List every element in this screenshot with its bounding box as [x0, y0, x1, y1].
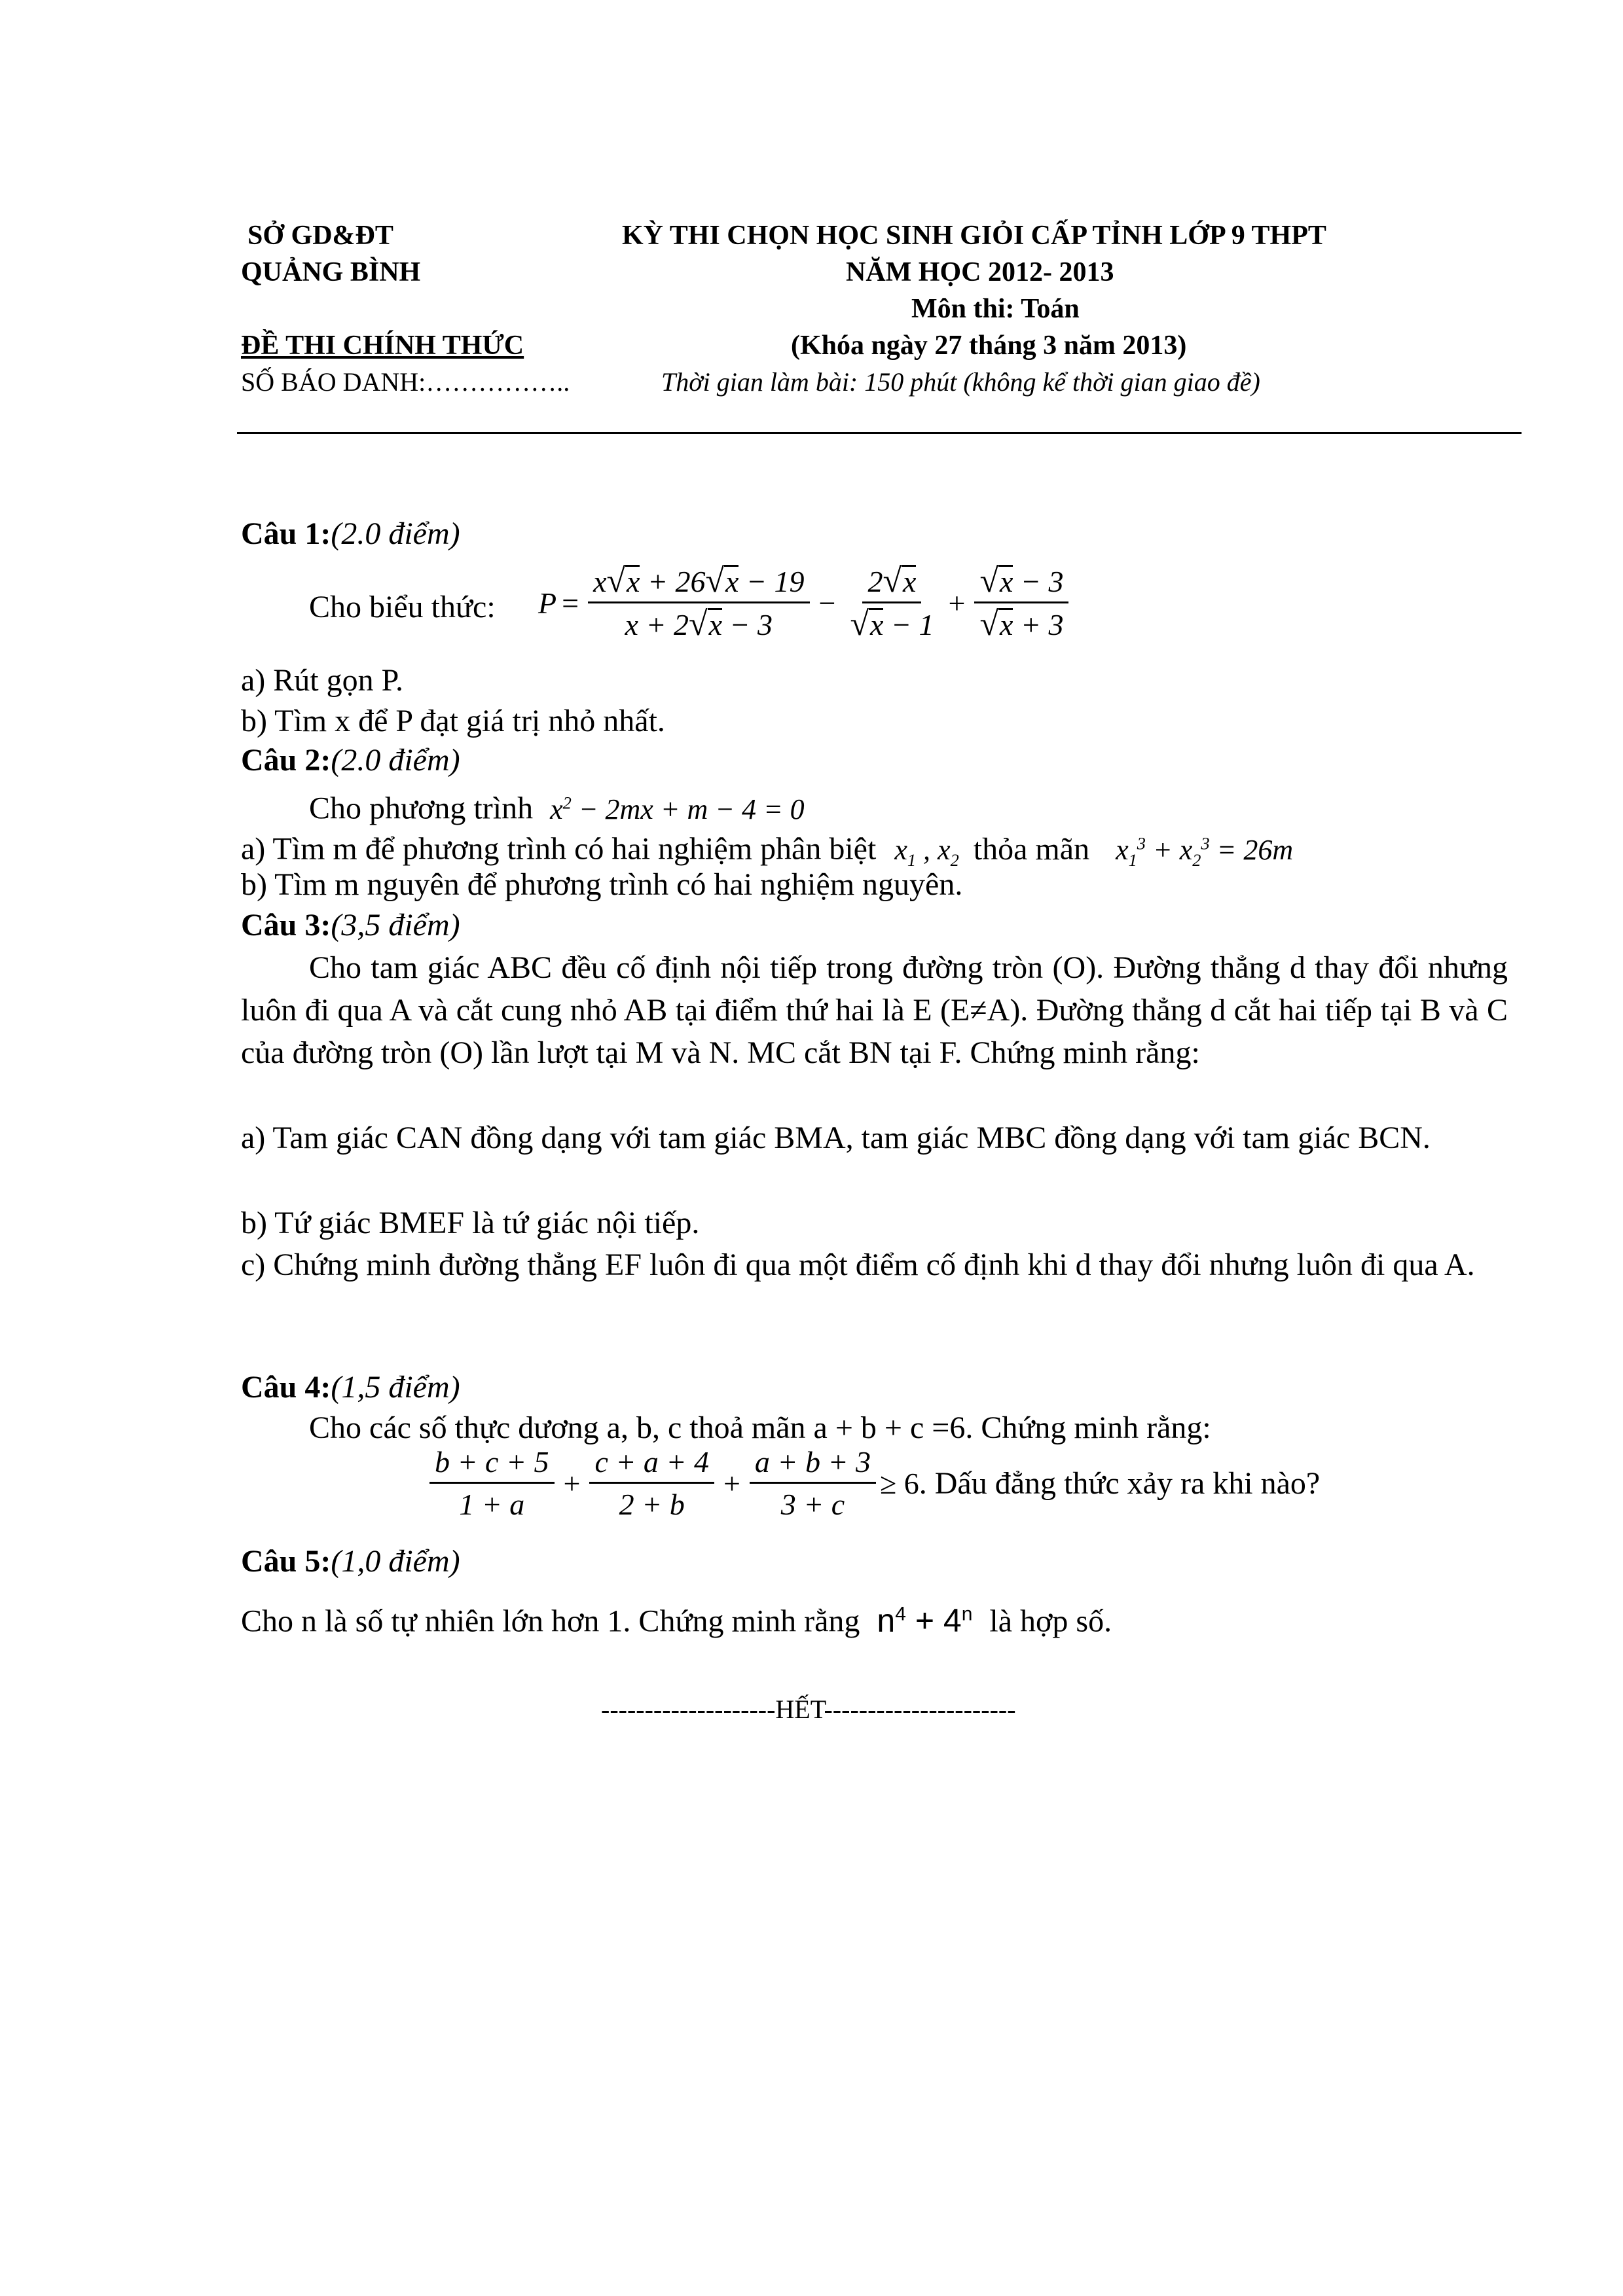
fraction-3: $\frac{√x - 3}{√x + 3}$ — [974, 564, 1068, 642]
question-2-intro: Cho phương trình — [309, 791, 534, 826]
exam-date: (Khóa ngày 27 tháng 3 năm 2013) — [791, 331, 1187, 361]
question-3-body — [241, 946, 1508, 1074]
question-5-title: Câu 5: — [241, 1544, 331, 1579]
question-2a: a) Tìm m để phương trình có hai nghiệm phân biệt — [241, 831, 877, 867]
exam-title: KỲ THI CHỌN HỌC SINH GIỎI CẤP TỈNH LỚP 9 THPT — [622, 221, 1326, 251]
fraction-b: $\frac{c + a + 4}{2 + b}$ — [589, 1445, 714, 1522]
candidate-number-field: SỐ BÁO DANH:…………….. — [241, 367, 570, 397]
question-3-points: (3,5 điểm) — [331, 908, 460, 942]
fraction-2: $\frac{2√x}{√x - 1}$ — [850, 562, 934, 643]
question-2-intro-line — [309, 783, 805, 829]
question-3-text: Cho tam giác ABC đều cố định nội tiếp trong đường tròn (O). Đường thẳng d thay đổi nhưng luôn đi qua A và cắt cung nhỏ AB tại điểm thứ hai là E (E≠A). Đường thẳng d cắt hai tiếp tại B và C của đường tròn (O) lần lượt tại M và N. MC cắt BN tại F. Chứng minh rằng: — [241, 950, 1508, 1070]
fraction-a: $\frac{b + c + 5}{1 + a}$ — [429, 1445, 555, 1522]
question-1-title: Câu 1: — [241, 516, 331, 551]
province-name: QUẢNG BÌNH — [241, 257, 421, 287]
question-5-conclusion: là hợp số. — [989, 1604, 1112, 1639]
equation-quadratic: $x^2 - 2mx + m - 4 = 0$ — [550, 793, 805, 825]
fraction-c: $\frac{a + b + 3}{3 + c}$ — [750, 1445, 876, 1522]
end-marker: --------------------HẾT---------------------- — [601, 1695, 1016, 1724]
official-exam-label: ĐỀ THI CHÍNH THỨC — [241, 331, 524, 361]
inequality: $\frac{b + c + 5}{1 + a}$ + $\frac{c + a + 4}{2 + b}$ + $\frac{a + b + 3}{3 + c}$ ≥ 6 . Dấu đẳng thức xảy ra khi nào? — [426, 1445, 1320, 1522]
question-4-tail: . Dấu đẳng thức xảy ra khi nào? — [919, 1466, 1321, 1501]
header-divider — [237, 432, 1522, 434]
question-2-points: (2.0 điểm) — [331, 743, 460, 778]
question-1-intro: Cho biểu thức: — [309, 590, 496, 624]
question-2-heading — [241, 741, 460, 780]
question-2b: b) Tìm m nguyên để phương trình có hai nghiệm nguyên. — [241, 867, 963, 902]
question-5-line — [241, 1594, 1112, 1641]
question-1a: a) Rút gọn P. — [241, 663, 404, 698]
expression-n4-4n: $n^4 + 4^n$ — [877, 1602, 973, 1639]
question-2a-condition: thỏa mãn — [973, 831, 1090, 867]
equation-cubic-sum: $x_1^3 + x_2^3 = 26m$ — [1116, 833, 1294, 870]
question-2-title: Câu 2: — [241, 743, 331, 778]
question-5-heading — [241, 1542, 460, 1581]
fraction-1: $\frac{x√x + 26√x - 19}{x + 2√x - 3}$ — [588, 564, 809, 642]
roots-x1-x2: $x_1$ , $x_2$ — [894, 833, 959, 870]
question-4-title: Câu 4: — [241, 1370, 331, 1405]
exam-duration: Thời gian làm bài: 150 phút (không kể thời gian giao đề) — [661, 367, 1260, 397]
question-3b: b) Tứ giác BMEF là tứ giác nội tiếp. — [241, 1206, 700, 1240]
question-3c: c) Chứng minh đường thẳng EF luôn đi qua một điểm cố định khi d thay đổi nhưng luôn đi qua A. — [241, 1247, 1475, 1282]
question-4-points: (1,5 điểm) — [331, 1370, 460, 1405]
question-5-points: (1,0 điểm) — [331, 1544, 460, 1579]
question-1-heading — [241, 514, 460, 554]
question-3-heading — [241, 906, 460, 945]
question-3a: a) Tam giác CAN đồng dạng với tam giác BMA, tam giác MBC đồng dạng với tam giác BCN. — [241, 1121, 1431, 1155]
school-year: NĂM HỌC 2012- 2013 — [846, 257, 1114, 287]
question-5-text: Cho n là số tự nhiên lớn hơn 1. Chứng minh rằng — [241, 1604, 860, 1639]
question-4-intro: Cho các số thực dương a, b, c thoả mãn a + b + c =6. Chứng minh rằng: — [309, 1410, 1211, 1445]
expression-p: P = $\frac{x√x + 26√x - 19}{x + 2√x - 3}$ − $\frac{2√x}{√x - 1}$ + $\frac{√x - 3}{√x + 3}$ — [538, 564, 1072, 642]
question-4-heading — [241, 1368, 460, 1407]
question-1-points: (2.0 điểm) — [331, 516, 460, 551]
department-name: SỞ GD&ĐT — [247, 221, 393, 251]
question-3-title: Câu 3: — [241, 908, 331, 942]
question-1b: b) Tìm x để P đạt giá trị nhỏ nhất. — [241, 704, 665, 738]
exam-subject: Môn thi: Toán — [911, 294, 1080, 324]
